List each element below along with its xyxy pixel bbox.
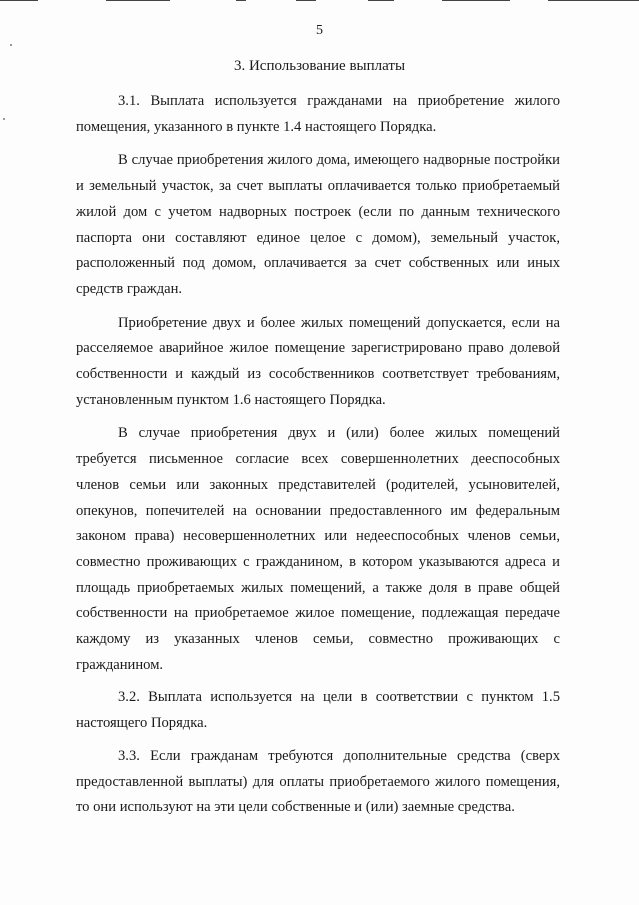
scan-edge [0, 0, 639, 6]
document-body [76, 89, 560, 821]
page-number: 5 [316, 23, 323, 38]
paragraph-3-1: 3.1. Выплата используется гражданами на приобретение жилого помещения, указанного в пункте 1.4 настоящего Порядка. [76, 93, 560, 135]
paragraph-house-purchase: В случае приобретения жилого дома, имеющего надворные постройки и земельный участок, за счет выплаты оплачивается только приобретаемый жилой дом с учетом надворных построек (если по данным технического паспорта они составляют единое целое с домом), земельный участок, расположенный под домом, оплачивается за счет собственных или иных средств граждан. [76, 152, 560, 297]
scan-speck [10, 44, 12, 46]
paragraph-multiple-premises: Приобретение двух и более жилых помещений допускается, если на расселяемое аварийное жилое помещение зарегистрировано право долевой собственности и каждый из сособственников соответствует требованиям, установленным пунктом 1.6 настоящего Порядка. [76, 314, 560, 408]
paragraph-written-consent: В случае приобретения двух и (или) более жилых помещений требуется письменное согласие всех совершеннолетних дееспособных членов семьи или законных представителей (родителей, усыновителей, опекунов, попечителей на основании предоставленного им федеральным законом права) несовершеннолетних или недееспособных членов семьи, совместно проживающих с гражданином, в котором указываются адреса и площадь приобретаемых жилых помещений, а также доля в праве общей собственности на приобретаемое жилое помещение, подлежащая передаче каждому из указанных членов семьи, совместно проживающих с гражданином. [76, 425, 560, 673]
paragraph-3-2: 3.2. Выплата используется на цели в соответствии с пунктом 1.5 настоящего Порядка. [76, 689, 560, 732]
paragraph-3-3: 3.3. Если гражданам требуются дополнительные средства (сверх предоставленной выплаты) для оплаты приобретаемого жилого помещения, то они используют на эти цели собственные и (или) заемные средства. [76, 747, 560, 816]
scan-speck [3, 118, 5, 120]
section-title: 3. Использование выплаты [233, 58, 406, 74]
